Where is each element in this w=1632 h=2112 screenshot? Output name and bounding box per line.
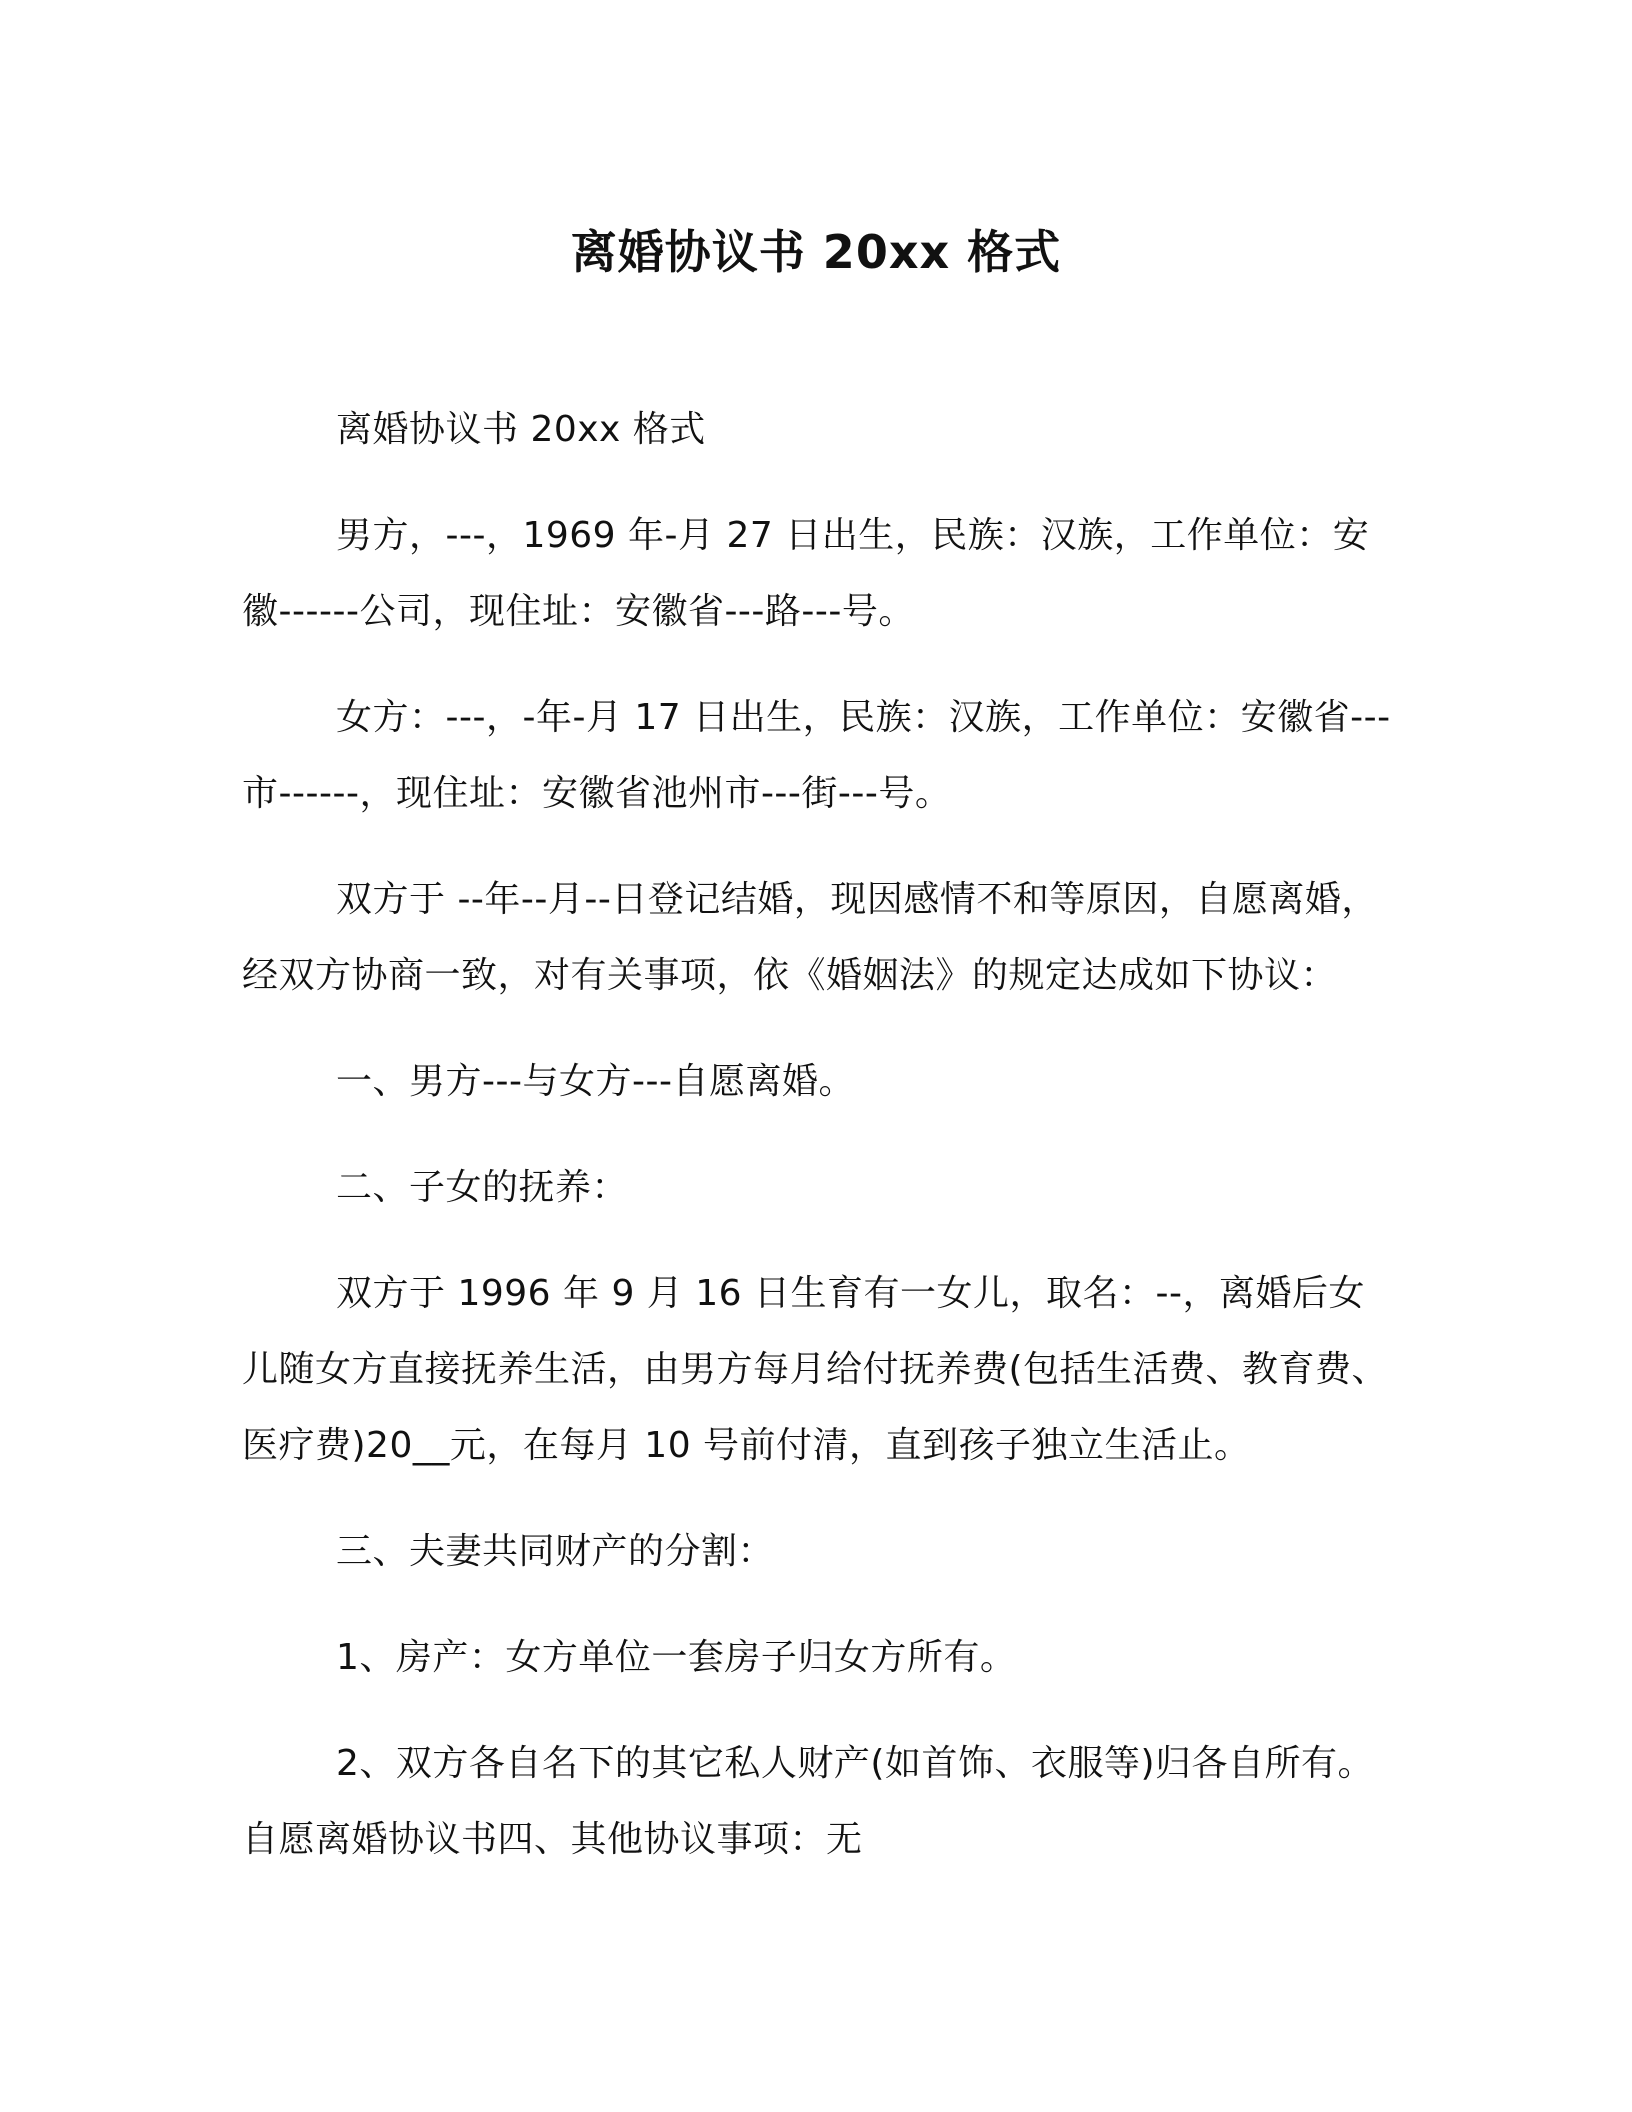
paragraph-child-support: 双方于 1996 年 9 月 16 日生育有一女儿，取名：--，离婚后女儿随女方直接抚养生活，由男方每月给付抚养费(包括生活费、教育费、医疗费)20__元，在每月 10 号前付清，直到孩子独立生活止。 <box>242 1273 1389 1466</box>
trailing-line: 自愿离婚协议书四、其他协议事项：无 <box>242 1819 863 1860</box>
paragraph-clause-one: 一、男方---与女方---自愿离婚。 <box>336 1061 855 1102</box>
paragraph-marriage-statement: 双方于 --年--月--日登记结婚，现因感情不和等原因，自愿离婚，经双方协商一致，对有关事项，依《婚姻法》的规定达成如下协议： <box>242 879 1378 996</box>
paragraph-clause-two-heading: 二、子女的抚养： <box>336 1167 629 1208</box>
document-title: 离婚协议书 20xx 格式 <box>570 225 1062 279</box>
paragraph-property-personal: 2、双方各自名下的其它私人财产(如首饰、衣服等)归各自所有。 <box>336 1743 1374 1784</box>
paragraph-subtitle: 离婚协议书 20xx 格式 <box>336 409 706 450</box>
document-body <box>242 392 1392 1878</box>
paragraph-male-party: 男方，---，1969 年-月 27 日出生，民族：汉族，工作单位：安徽------公司，现住址：安徽省---路---号。 <box>242 515 1370 632</box>
paragraph-property-house: 1、房产：女方单位一套房子归女方所有。 <box>336 1637 1017 1678</box>
paragraph-clause-three-heading: 三、夫妻共同财产的分割： <box>336 1531 775 1572</box>
paragraph-female-party: 女方：---，-年-月 17 日出生，民族：汉族，工作单位：安徽省---市------，现住址：安徽省池州市---街---号。 <box>242 697 1391 814</box>
